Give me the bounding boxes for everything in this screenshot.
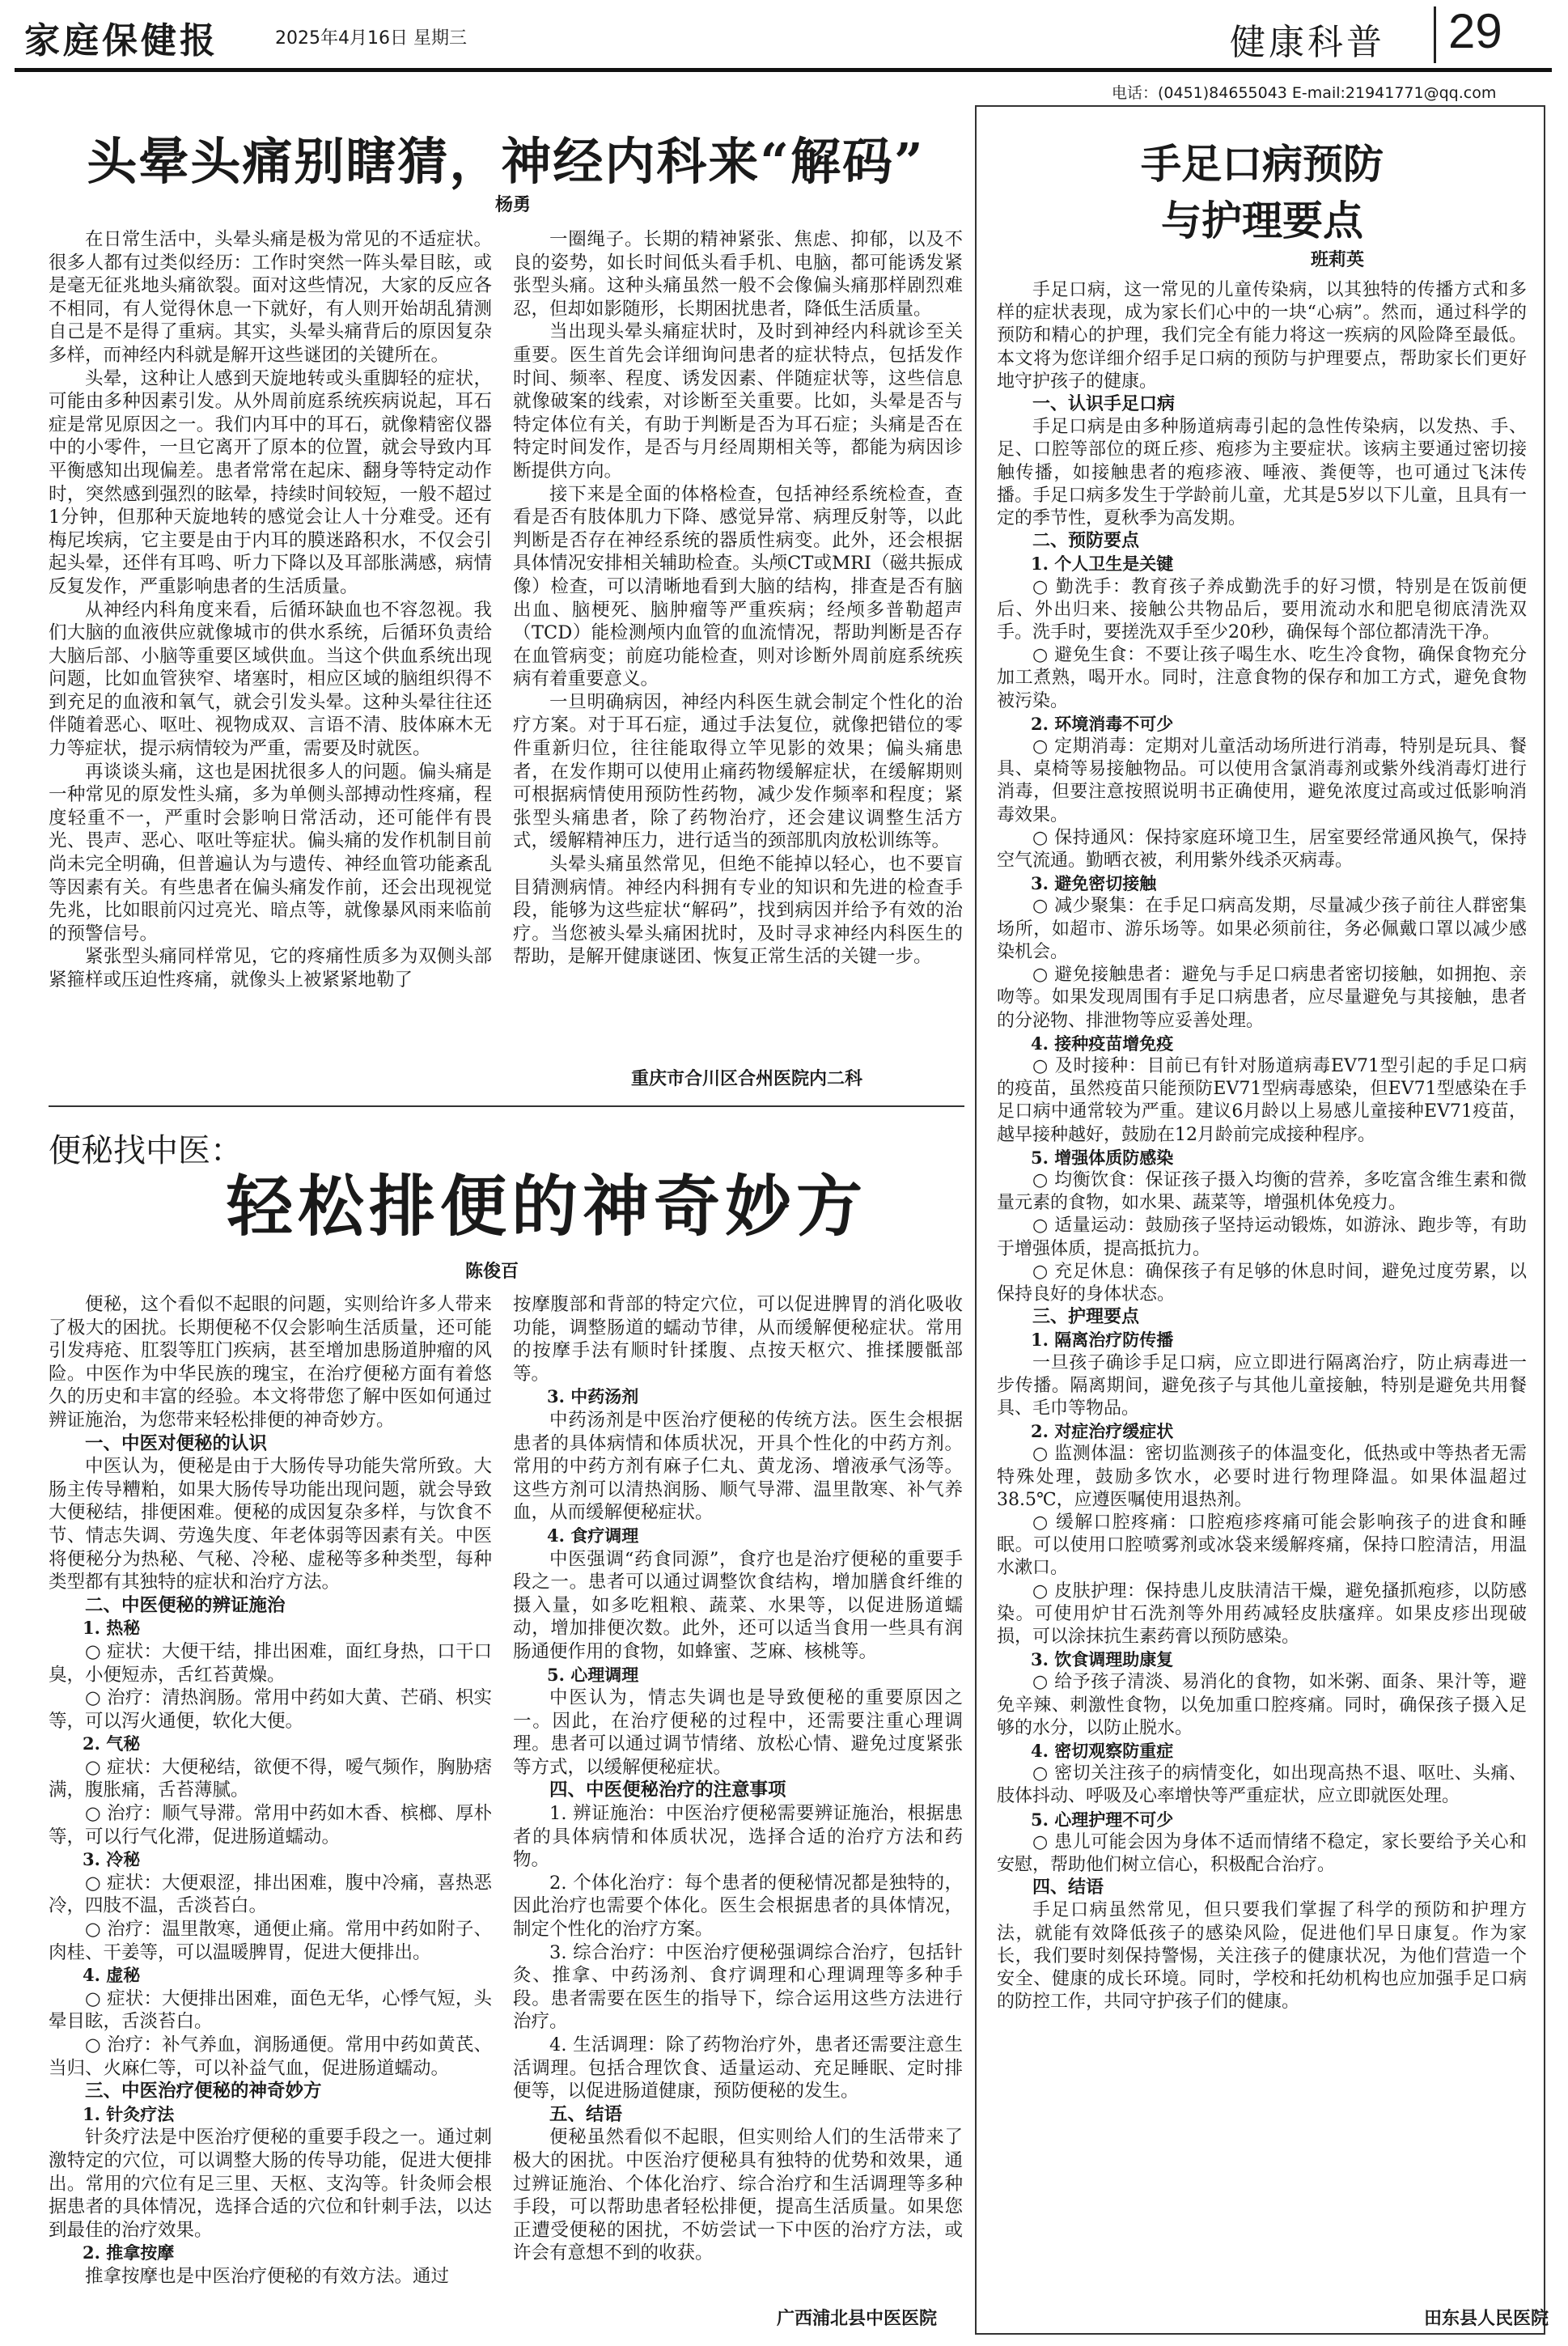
subsection-heading: 2. 推拿按摩 <box>83 2242 175 2263</box>
subsection-heading: 4. 虚秘 <box>83 1965 141 1986</box>
paragraph: ○ 及时接种：目前已有针对肠道病毒EV71型引起的手足口病的疫苗，虽然疫苗只能预防EV71型病毒感染，但EV71型感染在手足口病中通常较为严重。建议6月龄以上易感儿童接种EV71疫苗，越早接种越好，鼓励在12月龄前完成接种程序。 <box>997 1055 1527 1145</box>
subsection-heading: 1. 热秘 <box>83 1618 141 1639</box>
paragraph: ○ 症状：大便艰涩，排出困难，腹中冷痛，喜热恶冷，四肢不温，舌淡苔白。 <box>49 1872 492 1917</box>
paragraph: 头晕头痛虽然常见，但绝不能掉以轻心，也不要盲目猜测病情。神经内科拥有专业的知识和先进的检查手段，能够为这些症状“解码”，找到病因并给予有效的治疗。当您被头晕头痛困扰时，及时寻求神经内科医生的帮助，是解开健康谜团、恢复正常生活的关键一步。 <box>513 854 963 968</box>
article3-author: 班莉英 <box>1311 250 1365 270</box>
subsection-heading: 1. 针灸疗法 <box>83 2103 175 2124</box>
section-heading: 四、结语 <box>1032 1877 1104 1898</box>
article2-title: 轻松排便的神奇妙方 <box>227 1168 868 1245</box>
paragraph: 一旦明确病因，神经内科医生就会制定个性化的治疗方案。对于耳石症，通过手法复位，就像把错位的零件重新归位，往往能取得立竿见影的效果；偏头痛患者，在发作期可以使用止痛药物缓解症状，在缓解期则可根据病情使用预防性药物，减少发作频率和程度；紧张型头痛患者，除了药物治疗，还会建议调整生活方式，缓解精神压力，进行适当的颈部肌肉放松训练等。 <box>513 691 963 852</box>
subsection-heading: 5. 心理护理不可少 <box>1031 1809 1174 1830</box>
subsection-heading: 3. 饮食调理助康复 <box>1031 1649 1174 1670</box>
paragraph: 紧张型头痛同样常见，它的疼痛性质多为双侧头部紧箍样或压迫性疼痛，就像头上被紧紧地勒了 <box>49 946 492 991</box>
subsection-heading: 4. 密切观察防重症 <box>1031 1741 1174 1761</box>
paragraph: ○ 治疗：补气养血，润肠通便。常用中药如黄芪、当归、火麻仁等，可以补益气血，促进肠道蠕动。 <box>49 2034 492 2079</box>
article2-column-2 <box>513 1293 963 2265</box>
section-heading: 一、中医对便秘的认识 <box>85 1432 268 1454</box>
paragraph: ○ 患儿可能会因为身体不适而情绪不稳定，家长要给予关心和安慰，帮助他们树立信心，积极配合治疗。 <box>997 1831 1527 1876</box>
paragraph: ○ 定期消毒：定期对儿童活动场所进行消毒，特别是玩具、餐具、桌椅等易接触物品。可以使用含氯消毒剂或紫外线消毒灯进行消毒，但要注意按照说明书正确使用，避免浓度过高或过低影响消毒效果。 <box>997 736 1527 825</box>
paragraph: ○ 治疗：温里散寒，通便止痛。常用中药如附子、肉桂、干姜等，可以温暖脾胃，促进大便排出。 <box>49 1919 492 1963</box>
paragraph: ○ 治疗：顺气导滞。常用中药如木香、槟榔、厚朴等，可以行气化滞，促进肠道蠕动。 <box>49 1803 492 1848</box>
subsection-heading: 3. 中药汤剂 <box>547 1386 639 1407</box>
subsection-heading: 3. 避免密切接触 <box>1031 873 1157 894</box>
paragraph: ○ 充足休息：确保孩子有足够的休息时间，避免过度劳累，以保持良好的身体状态。 <box>997 1261 1527 1305</box>
article-divider <box>49 1105 964 1107</box>
paragraph: 接下来是全面的体格检查，包括神经系统检查，查看是否有肢体肌力下降、感觉异常、病理反射等，以此判断是否存在神经系统的器质性病变。此外，还会根据具体情况安排相关辅助检查。头颅CT或MRI（磁共振成像）检查，可以清晰地看到大脑的结构，排查是否有脑出血、脑梗死、脑肿瘤等严重疾病；经颅多普勒超声（TCD）能检测颅内血管的血流情况，帮助判断是否存在血管病变；前庭功能检查，则对诊断外周前庭系统疾病有着重要意义。 <box>513 483 963 690</box>
subsection-heading: 1. 个人卫生是关键 <box>1031 554 1174 575</box>
paragraph: 中药汤剂是中医治疗便秘的传统方法。医生会根据患者的具体病情和体质状况，开具个性化的中药方剂。常用的中药方剂有麻子仁丸、黄龙汤、增液承气汤等。这些方剂可以清热润肠、顺气导滞、温里散寒、补气养血，从而缓解便秘症状。 <box>513 1409 963 1524</box>
section-heading: 二、预防要点 <box>1032 531 1140 552</box>
paragraph: ○ 避免生食：不要让孩子喝生水、吃生冷食物，确保食物充分加工煮熟，喝开水。同时，注意食物的保存和加工方式，避免食物被污染。 <box>997 645 1527 711</box>
article2-kicker: 便秘找中医： <box>49 1132 243 1169</box>
paragraph: ○ 监测体温：密切监测孩子的体温变化，低热或中等热者无需特殊处理，鼓励多饮水，必要时进行物理降温。如果体温超过38.5℃，应遵医嘱使用退热剂。 <box>997 1444 1527 1510</box>
article3-source: 田东县人民医院 <box>1424 2309 1549 2329</box>
paragraph: 按摩腹部和背部的特定穴位，可以促进脾胃的消化吸收功能，调整肠道的蠕动节律，从而缓解便秘症状。常用的按摩手法有顺时针揉腹、点按天枢穴、推揉腰骶部等。 <box>513 1294 963 1385</box>
paragraph: 手足口病是由多种肠道病毒引起的急性传染病，以发热、手、足、口腔等部位的斑丘疹、疱疹为主要症状。该病主要通过密切接触传播，如接触患者的疱疹液、唾液、粪便等，也可通过飞沫传播。手足口病多发生于学龄前儿童，尤其是5岁以下儿童，且具有一定的季节性，夏秋季为高发期。 <box>997 417 1527 529</box>
section-heading: 一、认识手足口病 <box>1032 394 1176 415</box>
article2-column-1 <box>49 1293 492 2289</box>
subsection-heading: 5. 心理调理 <box>547 1664 639 1685</box>
publication-date: 2025年4月16日 星期三 <box>275 28 467 49</box>
article2-source: 广西浦北县中医医院 <box>777 2309 938 2329</box>
subsection-heading: 2. 环境消毒不可少 <box>1031 713 1174 734</box>
subsection-heading: 2. 对症治疗缓症状 <box>1031 1421 1174 1442</box>
subsection-heading: 4. 接种疫苗增免疫 <box>1031 1033 1174 1054</box>
paragraph: ○ 症状：大便排出困难，面色无华，心悸气短，头晕目眩，舌淡苔白。 <box>49 1988 492 2033</box>
subsection-heading: 5. 增强体质防感染 <box>1031 1147 1174 1168</box>
section-heading: 三、中医治疗便秘的神奇妙方 <box>85 2081 322 2102</box>
paragraph: 4. 生活调理：除了药物治疗外，患者还需要注意生活调理。包括合理饮食、适量运动、充足睡眠、定时排便等，以促进肠道健康，预防便秘的发生。 <box>513 2034 963 2102</box>
paragraph: ○ 减少聚集：在手足口病高发期，尽量减少孩子前往人群密集场所，如超市、游乐场等。如果必须前往，务必佩戴口罩以减少感染机会。 <box>997 896 1527 962</box>
subsection-heading: 3. 冷秘 <box>83 1849 141 1870</box>
article1-source: 重庆市合川区合州医院内二科 <box>631 1069 863 1089</box>
paragraph: 一旦孩子确诊手足口病，应立即进行隔离治疗，防止病毒进一步传播。隔离期间，避免孩子与其他儿童接触，特别是避免共用餐具、毛巾等物品。 <box>997 1352 1527 1419</box>
article1-column-2 <box>513 228 963 969</box>
paragraph: 头晕，这种让人感到天旋地转或头重脚轻的症状，可能由多种因素引发。从外周前庭系统疾病说起，耳石症是常见原因之一。我们内耳中的耳石，就像精密仪器中的小零件，一旦它离开了原本的位置，就会导致内耳平衡感知出现偏差。患者常常在起床、翻身等特定动作时，突然感到强烈的眩晕，持续时间较短，一般不超过1分钟，但那种天旋地转的感觉会让人十分难受。还有梅尼埃病，它主要是由于内耳的膜迷路积水，不仅会引起头晕，还伴有耳鸣、听力下降以及耳部胀满感，病情反复发作，严重影响患者的生活质量。 <box>49 367 492 597</box>
paragraph: 再谈谈头痛，这也是困扰很多人的问题。偏头痛是一种常见的原发性头痛，多为单侧头部搏动性疼痛，程度轻重不一，严重时会影响日常活动，还可能伴有畏光、畏声、恶心、呕吐等症状。偏头痛的发作机制目前尚未完全明确，但普遍认为与遗传、神经血管功能紊乱等因素有关。有些患者在偏头痛发作前，还会出现视觉先兆，比如眼前闪过亮光、暗点等，就像暴风雨来临前的预警信号。 <box>49 761 492 944</box>
page-number: 29 <box>1448 4 1502 58</box>
paragraph: ○ 避免接触患者：避免与手足口病患者密切接触，如拥抱、亲吻等。如果发现周围有手足口病患者，应尽量避免与其接触，患者的分泌物、排泄物等应妥善处理。 <box>997 965 1527 1031</box>
paragraph: ○ 缓解口腔疼痛：口腔疱疹疼痛可能会影响孩子的进食和睡眠。可以使用口腔喷雾剂或冰袋来缓解疼痛，保持口腔清洁，用温水漱口。 <box>997 1512 1527 1579</box>
paragraph: ○ 勤洗手：教育孩子养成勤洗手的好习惯，特别是在饭前便后、外出归来、接触公共物品后，要用流动水和肥皂彻底清洗双手。洗手时，要搓洗双手至少20秒，确保每个部位都清洗干净。 <box>997 576 1527 643</box>
section-heading: 四、中医便秘治疗的注意事项 <box>549 1780 786 1801</box>
article3-title <box>983 136 1541 249</box>
paragraph: 1. 辨证施治：中医治疗便秘需要辨证施治，根据患者的具体病情和体质状况，选择合适的治疗方法和药物。 <box>513 1803 963 1871</box>
paragraph: 手足口病，这一常见的儿童传染病，以其独特的传播方式和多样的症状表现，成为家长们心中的一块“心病”。然而，通过科学的预防和精心的护理，我们完全有能力将这一疾病的风险降至最低。本文将为您详细介绍手足口病的预防与护理要点，帮助家长们更好地守护孩子的健康。 <box>997 280 1527 392</box>
paragraph: ○ 保持通风：保持家庭环境卫生，居室要经常通风换气，保持空气流通。勤晒衣被，利用紫外线杀灭病毒。 <box>997 827 1527 872</box>
section-heading: 五、结语 <box>549 2103 623 2125</box>
paragraph: 中医强调“药食同源”，食疗也是治疗便秘的重要手段之一。患者可以通过调整饮食结构，增加膳食纤维的摄入量，如多吃粗粮、蔬菜、水果等，以促进肠道蠕动，增加排便次数。此外，还可以适当食用一些具有润肠通便作用的食物，如蜂蜜、芝麻、核桃等。 <box>513 1548 963 1662</box>
paragraph: 手足口病虽然常见，但只要我们掌握了科学的预防和护理方法，就能有效降低孩子的感染风险，促进他们早日康复。作为家长，我们要时刻保持警惕，关注孩子的健康状况，为他们营造一个安全、健康的成长环境。同时，学校和托幼机构也应加强手足口病的防控工作，共同守护孩子们的健康。 <box>997 1900 1527 2013</box>
paragraph: 便秘虽然看似不起眼，但实则给人们的生活带来了极大的困扰。中医治疗便秘具有独特的优势和效果，通过辨证施治、个体化治疗、综合治疗和生活调理等多种手段，可以帮助患者轻松排便，提高生活质量。如果您正遭受便秘的困扰，不妨尝试一下中医的治疗方法，或许会有意想不到的收获。 <box>513 2127 963 2264</box>
contact-info: 电话：(0451)84655043 E-mail:21941771@qq.com <box>1112 84 1497 102</box>
article2-author: 陈俊百 <box>465 1262 519 1282</box>
subsection-heading: 2. 气秘 <box>83 1733 141 1754</box>
paragraph: ○ 皮肤护理：保持患儿皮肤清洁干燥，避免搔抓疱疹，以防感染。可使用炉甘石洗剂等外用药减轻皮肤瘙痒。如果皮疹出现破损，可以涂抹抗生素药膏以预防感染。 <box>997 1580 1527 1647</box>
paragraph: 便秘，这个看似不起眼的问题，实则给许多人带来了极大的困扰。长期便秘不仅会影响生活质量，还可能引发痔疮、肛裂等肛门疾病，甚至增加患肠道肿瘤的风险。中医作为中华民族的瑰宝，在治疗便秘方面有着悠久的历史和丰富的经验。本文将带您了解中医如何通过辨证施治，为您带来轻松排便的神奇妙方。 <box>49 1294 492 1431</box>
article3-body <box>997 279 1527 2013</box>
paragraph: ○ 症状：大便秘结，欲便不得，嗳气频作，胸胁痞满，腹胀痛，舌苔薄腻。 <box>49 1756 492 1801</box>
paragraph: 中医认为，便秘是由于大肠传导功能失常所致。大肠主传导糟粕，如果大肠传导功能出现问题，就会导致大便秘结，排便困难。便秘的成因复杂多样，与饮食不节、情志失调、劳逸失度、年老体弱等因素有关。中医将便秘分为热秘、气秘、冷秘、虚秘等多种类型，每种类型都有其独特的症状和治疗方法。 <box>49 1456 492 1593</box>
section-name: 健康科普 <box>1230 22 1385 63</box>
paragraph: ○ 适量运动：鼓励孩子坚持运动锻炼，如游泳、跑步等，有助于增强体质，提高抵抗力。 <box>997 1215 1527 1259</box>
paragraph: ○ 密切关注孩子的病情变化，如出现高热不退、呕吐、头痛、肢体抖动、呼吸及心率增快等严重症状，应立即就医处理。 <box>997 1763 1527 1807</box>
paragraph: 一圈绳子。长期的精神紧张、焦虑、抑郁，以及不良的姿势，如长时间低头看手机、电脑，都可能诱发紧张型头痛。这种头痛虽然一般不会像偏头痛那样剧烈难忍，但却如影随形，长期困扰患者，降低生活质量。 <box>513 229 963 320</box>
paragraph: 针灸疗法是中医治疗便秘的重要手段之一。通过刺激特定的穴位，可以调整大肠的传导功能，促进大便排出。常用的穴位有足三里、天枢、支沟等。针灸师会根据患者的具体情况，选择合适的穴位和针刺手法，以达到最佳的治疗效果。 <box>49 2127 492 2241</box>
section-heading: 二、中医便秘的辨证施治 <box>85 1594 286 1616</box>
paragraph: ○ 治疗：清热润肠。常用中药如大黄、芒硝、枳实等，可以泻火通便，软化大便。 <box>49 1687 492 1732</box>
paragraph: ○ 症状：大便干结，排出困难，面红身热，口干口臭，小便短赤，舌红苔黄燥。 <box>49 1640 492 1686</box>
paragraph: 当出现头晕头痛症状时，及时到神经内科就诊至关重要。医生首先会详细询问患者的症状特点，包括发作时间、频率、程度、诱发因素、伴随症状等，这些信息就像破案的线索，对诊断至关重要。比如，头晕是否与特定体位有关，有助于判断是否为耳石症；头痛是否在特定时间发作，是否与月经周期相关等，都能为病因诊断提供方向。 <box>513 321 963 482</box>
paragraph: 从神经内科角度来看，后循环缺血也不容忽视。我们大脑的血液供应就像城市的供水系统，后循环负责给大脑后部、小脑等重要区域供血。当这个供血系统出现问题，比如血管狭窄、堵塞时，相应区域的脑组织得不到充足的血液和氧气，就会引发头晕。这种头晕往往还伴随着恶心、呕吐、视物成双、言语不清、肢体麻木无力等症状，提示病情较为严重，需要及时就医。 <box>49 599 492 760</box>
section-heading: 三、护理要点 <box>1032 1307 1140 1328</box>
paragraph: 在日常生活中，头晕头痛是极为常见的不适症状。很多人都有过类似经历：工作时突然一阵头晕目眩，或是毫无征兆地头痛欲裂。面对这些情况，大家的反应各不相同，有人觉得休息一下就好，有人则开始胡乱猜测自己是不是得了重病。其实，头晕头痛背后的原因复杂多样，而神经内科就是解开这些谜团的关键所在。 <box>49 229 492 366</box>
paragraph: ○ 给予孩子清淡、易消化的食物，如米粥、面条、果汁等，避免辛辣、刺激性食物，以免加重口腔疼痛。同时，确保孩子摄入足够的水分，以防止脱水。 <box>997 1672 1527 1738</box>
article1-column-1 <box>49 228 492 992</box>
subsection-heading: 4. 食疗调理 <box>547 1525 639 1546</box>
article1-author: 杨勇 <box>495 195 532 215</box>
article1-title: 头晕头痛别瞎猜，神经内科来“解码” <box>87 132 925 191</box>
paragraph: 中医认为，情志失调也是导致便秘的重要原因之一。因此，在治疗便秘的过程中，还需要注重心理调理。患者可以通过调节情绪、放松心情、避免过度紧张等方式，以缓解便秘症状。 <box>513 1687 963 1778</box>
paragraph: 推拿按摩也是中医治疗便秘的有效方法。通过 <box>85 2265 450 2287</box>
header-rule <box>15 68 1552 72</box>
masthead: 家庭保健报 <box>24 20 218 62</box>
header-divider <box>1434 6 1436 63</box>
article3-title-line2: 与护理要点 <box>1161 197 1363 244</box>
paragraph: 2. 个体化治疗：每个患者的便秘情况都是独特的，因此治疗也需要个体化。医生会根据患者的具体情况，制定个性化的治疗方案。 <box>513 1872 963 1941</box>
article3-title-line1: 手足口病预防 <box>1141 140 1384 188</box>
subsection-heading: 1. 隔离治疗防传播 <box>1031 1330 1174 1351</box>
paragraph: 3. 综合治疗：中医治疗便秘强调综合治疗，包括针灸、推拿、中药汤剂、食疗调理和心理调理等多种手段。患者需要在医生的指导下，综合运用这些方法进行治疗。 <box>513 1941 963 2033</box>
paragraph: ○ 均衡饮食：保证孩子摄入均衡的营养，多吃富含维生素和微量元素的食物，如水果、蔬菜等，增强机体免疫力。 <box>997 1169 1527 1214</box>
